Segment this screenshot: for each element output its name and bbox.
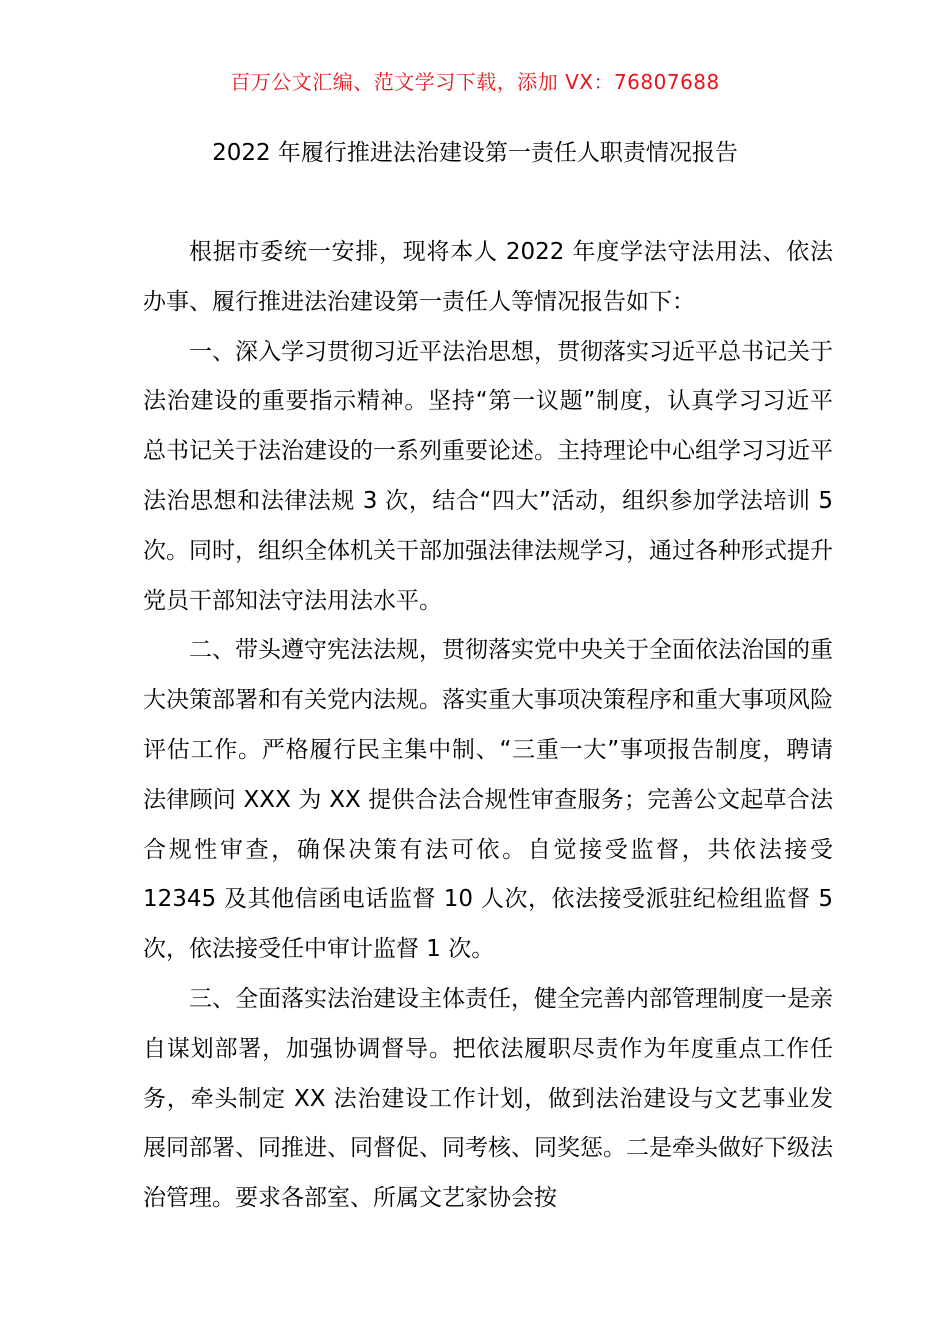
paragraph-section-1: 一、深入学习贯彻习近平法治思想，贯彻落实习近平总书记关于法治建设的重要指示精神。坚持“第一议题”制度，认真学习习近平总书记关于法治建设的一系列重要论述。主持理论中心组学习习近平法治思想和法律法规 3 次，结合“四大”活动，组织参加学法培训 5 次。同时，组织全体机关干部加强法律法规学习，通过各种形式提升党员干部知法守法用法水平。 xyxy=(143,338,833,614)
paragraph-section-2: 二、带头遵守宪法法规，贯彻落实党中央关于全面依法治国的重大决策部署和有关党内法规。落实重大事项决策程序和重大事项风险评估工作。严格履行民主集中制、“三重一大”事项报告制度，聘请法律顾问 XXX 为 XX 提供合法合规性审查服务；完善公文起草合法合规性审查，确保决策有法可依。自觉接受监督，共依法接受 12345 及其他信函电话监督 10 人次，依法接受派驻纪检组监督 5 次，依法接受任中审计监督 1 次。 xyxy=(143,637,833,963)
paragraph-section-3: 三、全面落实法治建设主体责任，健全完善内部管理制度一是亲自谋划部署，加强协调督导。把依法履职尽责作为年度重点工作任务，牵头制定 XX 法治建设工作计划，做到法治建设与文艺事业发展同部署、同推进、同督促、同考核、同奖惩。二是牵头做好下级法治管理。要求各部室、所属文艺家协会按 xyxy=(143,985,833,1212)
paragraph-intro: 根据市委统一安排，现将本人 2022 年度学法守法用法、依法办事、履行推进法治建设第一责任人等情况报告如下： xyxy=(143,239,833,315)
document-body xyxy=(143,228,833,1224)
document-title: 2022 年履行推进法治建设第一责任人职责情况报告 xyxy=(212,140,738,166)
header-watermark-note: 百万公文汇编、范文学习下载，添加 VX：76807688 xyxy=(230,70,720,94)
